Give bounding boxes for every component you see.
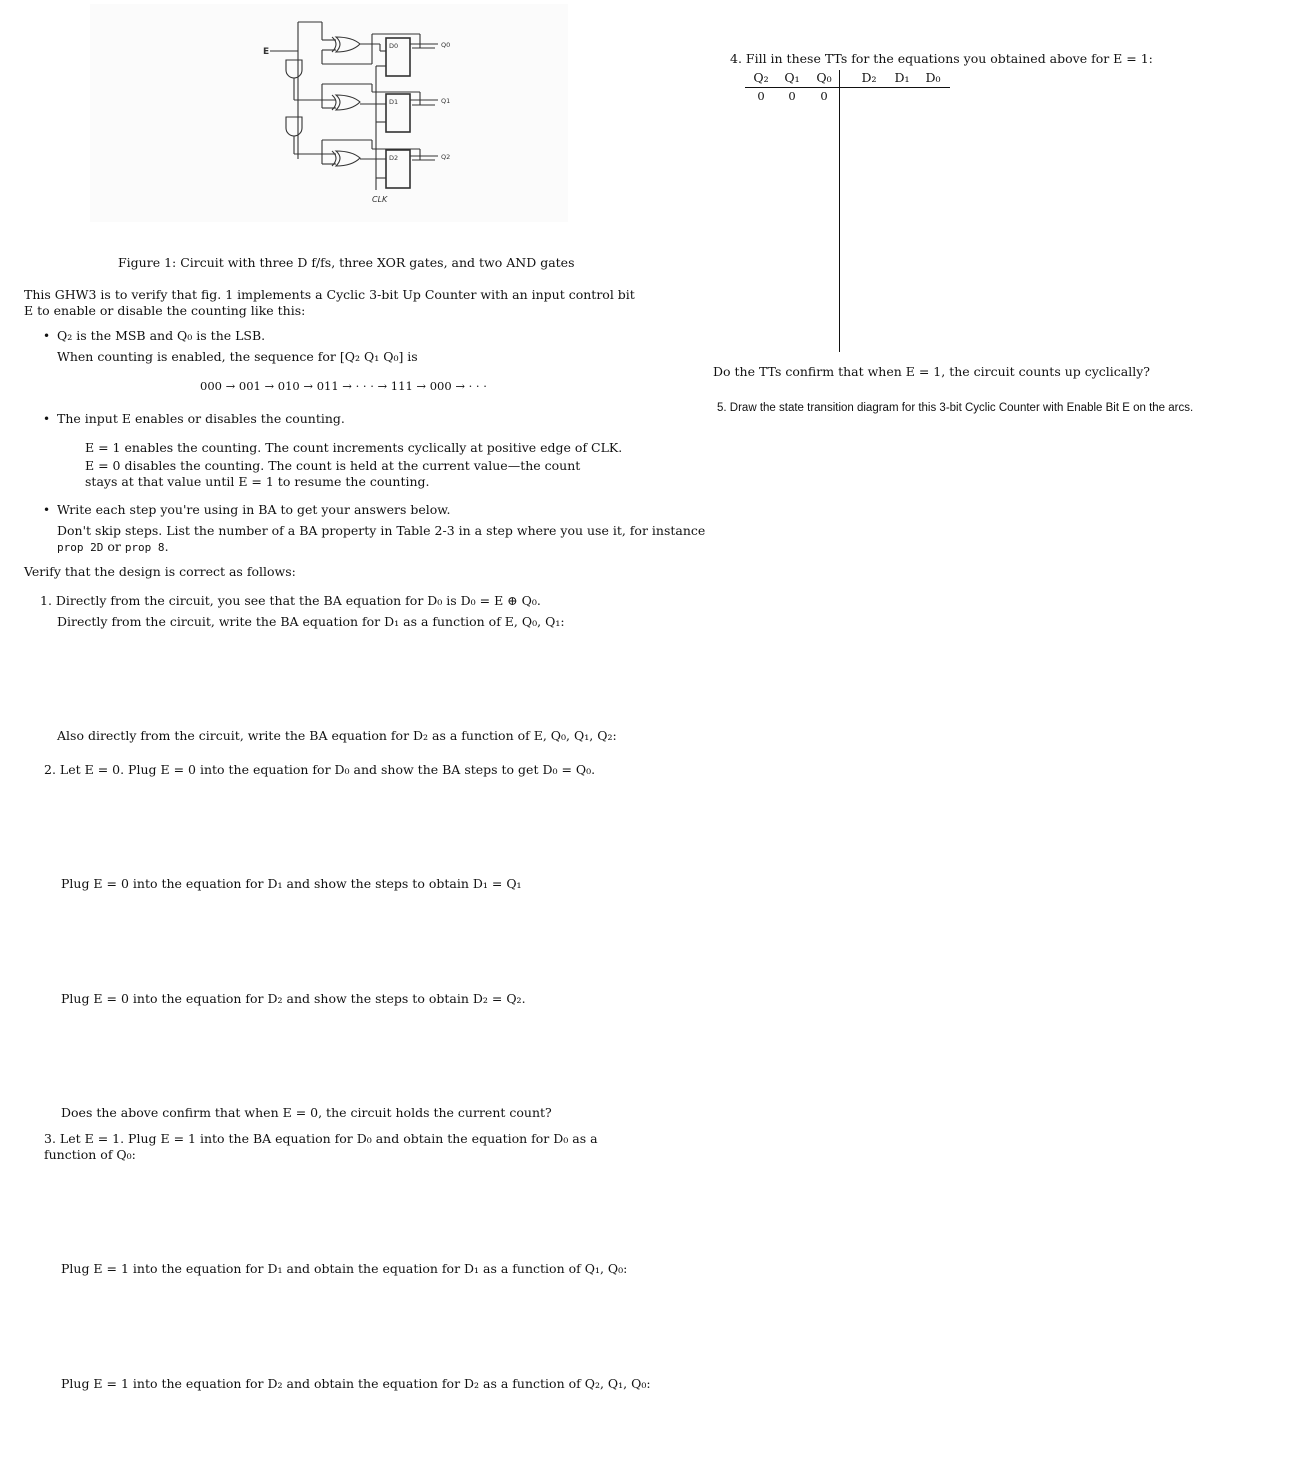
d2-label: D2: [389, 154, 399, 162]
steps-text: Don't skip steps. List the number of a BA property in Table 2-3 in a step where you use it, for instance: [57, 523, 706, 538]
sequence-intro: When counting is enabled, the sequence for [Q₂ Q₁ Q₀] is: [57, 349, 418, 364]
tt-header-q2: Q₂: [753, 70, 769, 85]
enable-0-text: E = 0 disables the counting. The count is held at the current value—the count stays at that value until E = 1 to resume the counting.: [85, 458, 581, 489]
e-input-label: E: [263, 47, 270, 57]
question-2c: Plug E = 0 into the equation for D₂ and show the steps to obtain D₂ = Q₂.: [61, 991, 526, 1006]
d0-label: D0: [389, 42, 399, 50]
truth-table-divider: [839, 70, 840, 352]
question-2d: Does the above confirm that when E = 0, the circuit holds the current count?: [61, 1105, 552, 1120]
tt-cell: 0: [788, 89, 796, 103]
tt-header-d0: D₀: [925, 70, 941, 85]
question-2a: 2. Let E = 0. Plug E = 0 into the equation for D₀ and show the BA steps to get D₀ = Q₀.: [44, 762, 596, 777]
question-4-title: 4. Fill in these TTs for the equations you obtained above for E = 1:: [730, 51, 1153, 66]
tt-confirm-question: Do the TTs confirm that when E = 1, the circuit counts up cyclically?: [713, 364, 1151, 379]
tt-header-q0: Q₀: [816, 70, 832, 85]
circuit-figure: [90, 4, 568, 222]
q0-output-label: Q0: [441, 41, 451, 49]
circuit-diagram: [90, 4, 568, 222]
enable-1-text: E = 1 enables the counting. The count increments cyclically at positive edge of CLK.: [85, 440, 623, 455]
truth-table-header: [745, 70, 950, 86]
question-2b: Plug E = 0 into the equation for D₁ and show the steps to obtain D₁ = Q₁: [61, 876, 522, 891]
clk-label: CLK: [372, 195, 388, 204]
truth-table-row: [745, 88, 839, 104]
prop-2d: prop 2D: [57, 541, 104, 554]
bullet-steps-title: • Write each step you're using in BA to get your answers below.: [43, 502, 451, 517]
question-3a: 3. Let E = 1. Plug E = 1 into the BA equation for D₀ and obtain the equation for D₀ as a function of Q₀:: [44, 1131, 598, 1162]
question-3c: Plug E = 1 into the equation for D₂ and obtain the equation for D₂ as a function of Q₂, Q₁, Q₀:: [61, 1376, 651, 1391]
bullet-enable-title: • The input E enables or disables the counting.: [43, 411, 345, 426]
prop-8: prop 8: [124, 541, 165, 554]
tt-header-d1: D₁: [894, 70, 910, 85]
tt-cell: 0: [820, 89, 828, 103]
tt-header-q1: Q₁: [784, 70, 800, 85]
bullet-msb-lsb: • Q₂ is the MSB and Q₀ is the LSB.: [43, 328, 266, 343]
q1-output-label: Q1: [441, 97, 451, 105]
figure-caption: Figure 1: Circuit with three D f/fs, three XOR gates, and two AND gates: [118, 255, 575, 270]
bullet-dot: •: [43, 503, 51, 517]
d1-label: D1: [389, 98, 399, 106]
props-example: prop 2D or prop 8.: [57, 539, 169, 554]
question-1a: 1. Directly from the circuit, you see that the BA equation for D₀ is D₀ = E ⊕ Q₀.: [40, 593, 541, 608]
tt-header-d2: D₂: [861, 70, 877, 85]
tt-cell: 0: [757, 89, 765, 103]
question-1b: Directly from the circuit, write the BA equation for D₁ as a function of E, Q₀, Q₁:: [57, 614, 565, 629]
truth-table: [745, 70, 950, 352]
bullet-dot: •: [43, 329, 51, 343]
question-1c: Also directly from the circuit, write the BA equation for D₂ as a function of E, Q₀, Q₁, Q₂:: [57, 728, 617, 743]
count-sequence: 000 → 001 → 010 → 011 → · · · → 111 → 000 → · · ·: [200, 379, 487, 393]
question-5: 5. Draw the state transition diagram for this 3-bit Cyclic Counter with Enable Bit E on the arcs.: [717, 402, 1194, 414]
intro-paragraph: This GHW3 is to verify that fig. 1 implements a Cyclic 3-bit Up Counter with an input control bit E to enable or disable the counting like this:: [24, 287, 635, 318]
bullet-dot: •: [43, 412, 51, 426]
verify-intro: Verify that the design is correct as follows:: [24, 564, 296, 579]
q2-output-label: Q2: [441, 153, 451, 161]
question-3b: Plug E = 1 into the equation for D₁ and obtain the equation for D₁ as a function of Q₁, Q₀:: [61, 1261, 628, 1276]
